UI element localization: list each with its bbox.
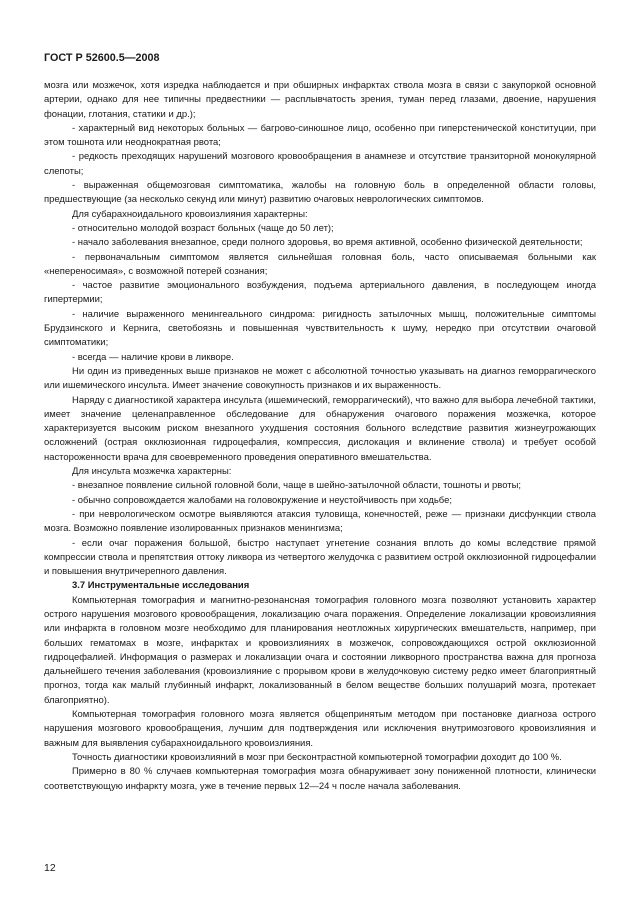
list-item: - наличие выраженного менингеального синдрома: ригидность затылочных мышц, положительные симптомы Брудзинского и Кернига, светобоязнь и повышенная чувствительность к шуму, нередко при отсутствии очаговой симптоматики; xyxy=(44,308,596,349)
paragraph: Точность диагностики кровоизлияний в мозг при бесконтрастной компьютерной томографии доходит до 100 %. xyxy=(72,751,562,763)
paragraph: Ни один из приведенных выше признаков не может с абсолютной точностью указывать на диагноз геморрагического или ишемического инсульта. Имеет значение совокупность признаков и их выраженность. xyxy=(44,365,596,392)
standard-header: ГОСТ Р 52600.5—2008 xyxy=(44,52,160,64)
list-item: - при неврологическом осмотре выявляются атаксия туловища, конечностей, реже — признаки дисфункции ствола мозга. Возможно появление изолированных признаков менингизма; xyxy=(44,508,596,535)
paragraph: Компьютерная томография и магнитно-резонансная томография головного мозга позволяют установить характер острого нарушения мозгового кровообращения, локализацию очага поражения. Определение локализации кровоизлияния или инфаркта в головном мозге необходимо для планирования неотложных хирургических вмешательств, например, при больших гематомах в мозге, инфарктах и кровоизлияниях в мозжечок, сопровождающихся острой окклюзионной гидроцефалией. Информация о размерах и локализации очага и состоянии ликворного пространства важна для прогноза дальнейшего течения заболевания (кровоизлияние с прорывом крови в желудочковую систему редко имеет благоприятный прогноз, тогда как малый глубинный инфаркт, локализованный в белом веществе больших полушарий мозга, протекает благоприятно). xyxy=(44,594,596,706)
list-item: - редкость преходящих нарушений мозгового кровообращения в анамнезе и отсутствие транзиторной монокулярной слепоты; xyxy=(44,151,596,177)
paragraph: Примерно в 80 % случаев компьютерная томография мозга обнаруживает зону пониженной плотности, клинически соответствующую инфаркту мозга, уже в течение первых 12—24 ч после начала заболевания. xyxy=(44,766,596,792)
paragraph: Компьютерная томография головного мозга является общепринятым методом при постановке диагноза острого нарушения мозгового кровообращения, лучшим для подтверждения или исключения внутримозгового кровоизлияния и важным для выявления субарахноидального кровоизлияния. xyxy=(44,709,596,749)
list-item: - всегда — наличие крови в ликворе. xyxy=(72,351,234,363)
paragraph: Для инсульта мозжечка характерны: xyxy=(72,466,232,478)
list-item: - первоначальным симптомом является сильнейшая головная боль, часто описываемая больными как «непереносимая», с возможной потерей сознания; xyxy=(44,251,596,277)
document-body xyxy=(44,79,596,794)
paragraph: мозга или мозжечок, хотя изредка наблюдается и при обширных инфарктах ствола мозга в связи с закупоркой основной артерии, однако для нее типичны предвестники — расплывчатость зрения, туман перед глазами, двоение, нарушения фонации, глотания, статики и др.); xyxy=(44,80,596,120)
paragraph: Для субарахноидального кровоизлияния характерны: xyxy=(72,208,308,220)
section-heading: 3.7 Инструментальные исследования xyxy=(72,580,250,592)
list-item: - выраженная общемозговая симптоматика, жалобы на головную боль в определенной области головы, предшествующие (за несколько секунд или минут) развитию очаговых неврологических симптомов. xyxy=(44,180,596,206)
page-number: 12 xyxy=(44,862,56,874)
list-item: - если очаг поражения большой, быстро наступает угнетение сознания вплоть до комы вследствие прямой компрессии ствола и препятствия оттоку ликвора из четвертого желудочка с развитием острой окклюзионной гидроцефалии и повышения внутричерепного давления. xyxy=(44,537,596,578)
list-item: - относительно молодой возраст больных (чаще до 50 лет); xyxy=(72,222,334,234)
list-item: - внезапное появление сильной головной боли, чаще в шейно-затылочной области, тошноты и рвоты; xyxy=(72,480,521,492)
list-item: - начало заболевания внезапное, среди полного здоровья, во время активной, особенно физической деятельности; xyxy=(72,237,583,249)
list-item: - частое развитие эмоционального возбуждения, подъема артериального давления, в последующем иногда гипертермии; xyxy=(44,280,596,306)
list-item: - характерный вид некоторых больных — багрово-синюшное лицо, особенно при гиперстенической конституции, при этом тошнота или неоднократная рвота; xyxy=(44,122,596,149)
list-item: - обычно сопровождается жалобами на головокружение и неустойчивость при ходьбе; xyxy=(72,494,452,506)
paragraph: Наряду с диагностикой характера инсульта (ишемический, геморрагический), что важно для выбора лечебной тактики, имеет значение целенаправленное обследование для обнаружения очагового поражения мозжечка, которое характеризуется высоким риском внезапного ухудшения состояния больного вследствие развития жизнеугрожающих осложнений (острая окклюзионная гидроцефалия, компрессия, дислокация и вклинение ствола) и требует особой настороженности врача для своевременного проведения оперативного вмешательства. xyxy=(44,394,596,463)
